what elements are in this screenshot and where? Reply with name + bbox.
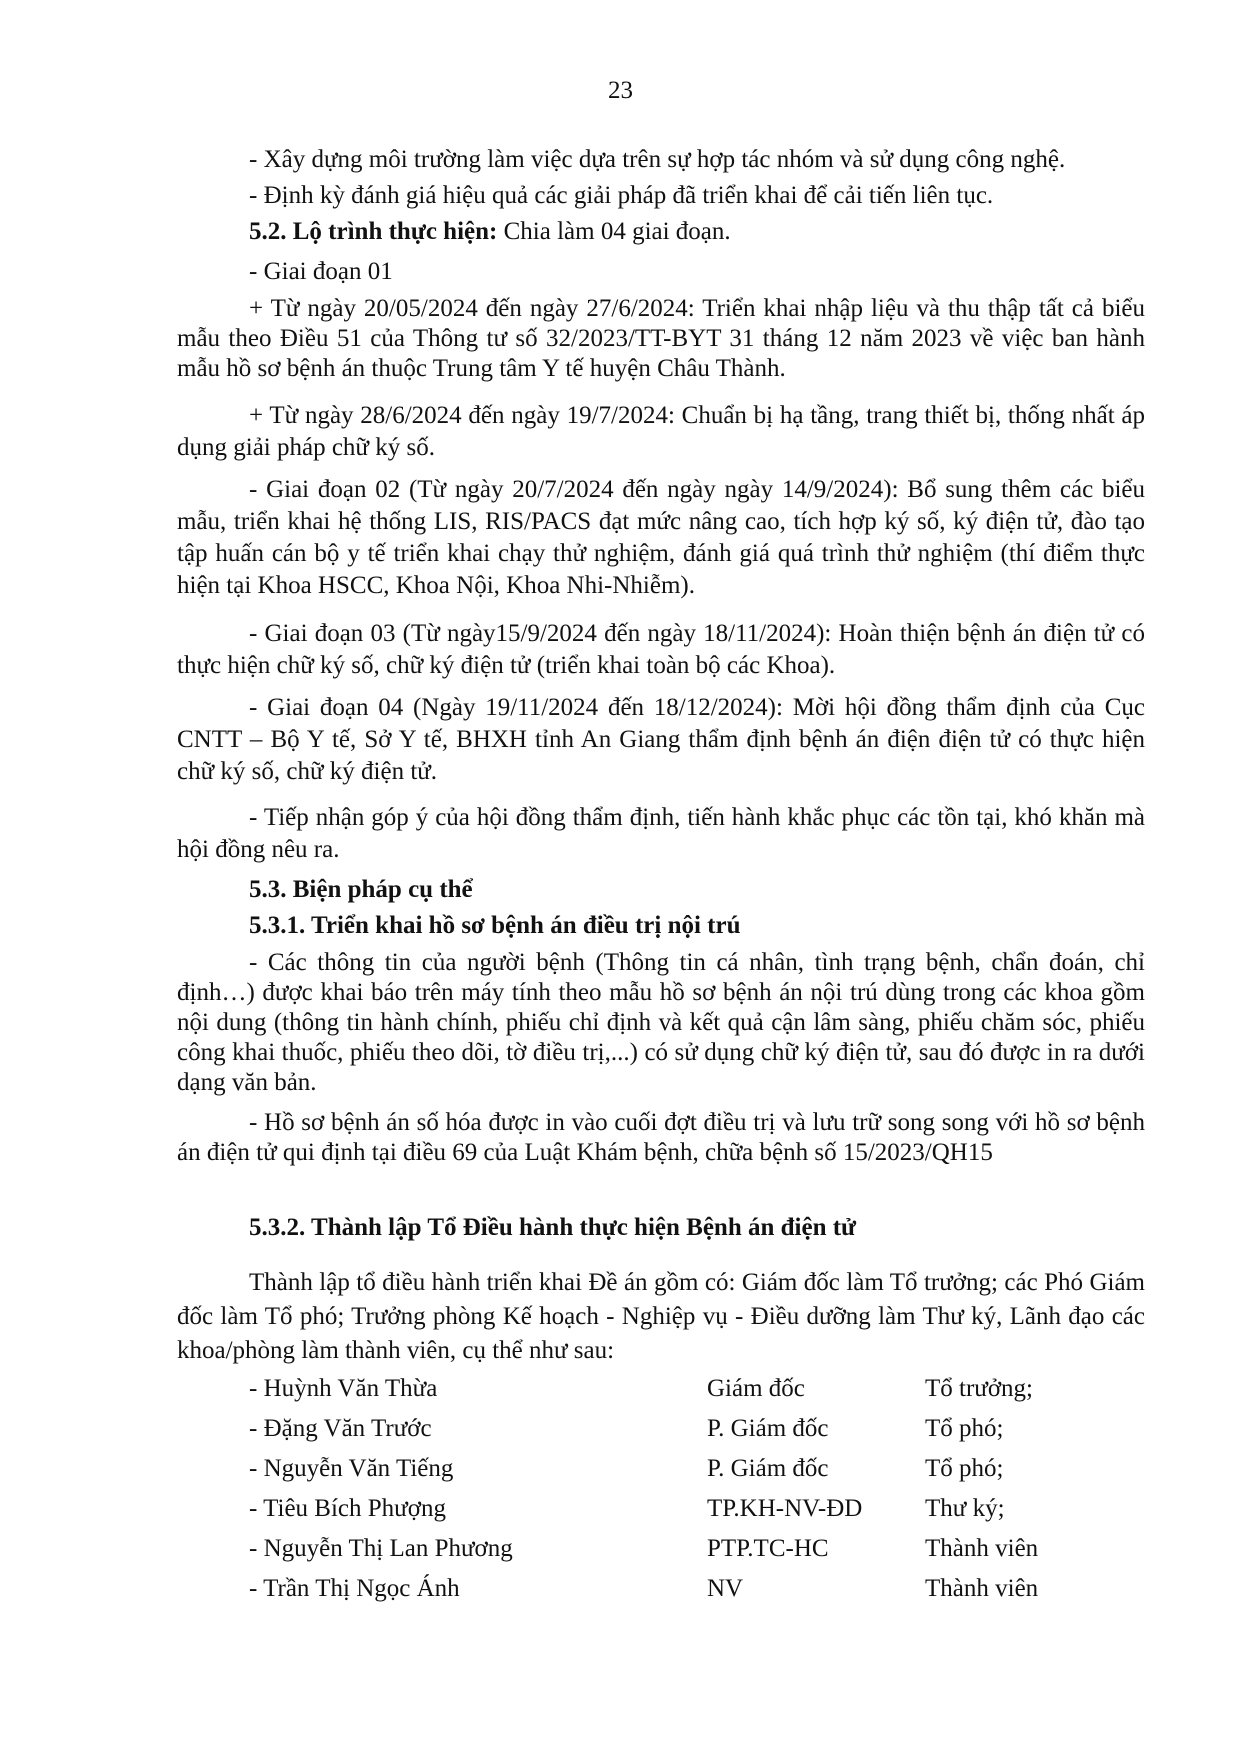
phase-01-heading: - Giai đoạn 01 <box>249 258 393 285</box>
member-role: Tổ trưởng; <box>925 1375 1034 1402</box>
section-heading-5-3: 5.3. Biện pháp cụ thể <box>249 876 473 903</box>
member-position: NV <box>707 1575 744 1602</box>
member-row <box>0 1452 1241 1486</box>
member-name: - Đặng Văn Trước <box>249 1415 432 1442</box>
page-number: 23 <box>608 77 633 104</box>
inpatient-records-paragraph: - Các thông tin của người bệnh (Thông tin cá nhân, tình trạng bệnh, chẩn đoán, chỉ định…) được khai báo trên máy tính theo mẫu hồ sơ bệnh án nội trú dùng trong các khoa gồm nội dung (thông tin hành chính, phiếu chỉ định và kết quả cận lâm sàng, phiếu chăm sóc, phiếu công khai thuốc, phiếu theo dõi, tờ điều trị,...) có sử dụng chữ ký điện tử, sau đó được in ra dưới dạng văn bản. <box>177 949 1145 1096</box>
member-row <box>0 1372 1241 1406</box>
member-role: Thư ký; <box>925 1495 1005 1522</box>
member-row <box>0 1412 1241 1446</box>
steering-committee-paragraph: Thành lập tổ điều hành triển khai Đề án gồm có: Giám đốc làm Tổ trưởng; các Phó Giám đốc làm Tổ phó; Trưởng phòng Kế hoạch - Nghiệp vụ - Điều dưỡng làm Thư ký, Lãnh đạo các khoa/phòng làm thành viên, cụ thể như sau: <box>177 1269 1145 1364</box>
member-role: Tổ phó; <box>925 1415 1004 1442</box>
member-row <box>0 1492 1241 1526</box>
member-row <box>0 1572 1241 1606</box>
member-position: PTP.TC-HC <box>707 1535 829 1562</box>
section-heading-5-3-2: 5.3.2. Thành lập Tổ Điều hành thực hiện Bệnh án điện tử <box>249 1214 857 1241</box>
member-name: - Nguyễn Văn Tiếng <box>249 1455 454 1482</box>
member-position: P. Giám đốc <box>707 1415 829 1442</box>
feedback-paragraph: - Tiếp nhận góp ý của hội đồng thẩm định, tiến hành khắc phục các tồn tại, khó khăn mà hội đồng nêu ra. <box>177 804 1145 863</box>
member-name: - Tiêu Bích Phượng <box>249 1495 446 1522</box>
member-position: Giám đốc <box>707 1375 805 1402</box>
member-row <box>0 1532 1241 1566</box>
paragraph-collaboration: - Xây dựng môi trường làm việc dựa trên sự hợp tác nhóm và sử dụng công nghệ. <box>249 146 1066 173</box>
member-name: - Trần Thị Ngọc Ánh <box>249 1575 460 1602</box>
member-position: P. Giám đốc <box>707 1455 829 1482</box>
section-heading-5-2: 5.2. Lộ trình thực hiện: <box>249 218 498 245</box>
member-position: TP.KH-NV-ĐD <box>707 1495 863 1522</box>
paragraph-roadmap <box>177 216 1145 248</box>
section-heading-5-3-1: 5.3.1. Triển khai hồ sơ bệnh án điều trị nội trú <box>249 912 741 939</box>
digitized-records-paragraph: - Hồ sơ bệnh án số hóa được in vào cuối đợt điều trị và lưu trữ song song với hồ sơ bệnh án điện tử qui định tại điều 69 của Luật Khám bệnh, chữa bệnh số 15/2023/QH15 <box>177 1109 1145 1166</box>
member-role: Tổ phó; <box>925 1455 1004 1482</box>
member-role: Thành viên <box>925 1575 1039 1602</box>
phase-01-step-2: + Từ ngày 28/6/2024 đến ngày 19/7/2024: Chuẩn bị hạ tầng, trang thiết bị, thống nhất áp dụng giải pháp chữ ký số. <box>177 402 1145 461</box>
phase-01-step-1: + Từ ngày 20/05/2024 đến ngày 27/6/2024: Triển khai nhập liệu và thu thập tất cả biểu mẫu theo Điều 51 của Thông tư số 32/2023/TT-BYT 31 tháng 12 năm 2023 về việc ban hành mẫu hồ sơ bệnh án thuộc Trung tâm Y tế huyện Châu Thành. <box>177 295 1145 382</box>
member-name: - Nguyễn Thị Lan Phương <box>249 1535 513 1562</box>
member-name: - Huỳnh Văn Thừa <box>249 1375 438 1402</box>
roadmap-summary: Chia làm 04 giai đoạn. <box>497 218 731 245</box>
phase-03-paragraph: - Giai đoạn 03 (Từ ngày15/9/2024 đến ngày 18/11/2024): Hoàn thiện bệnh án điện tử có thực hiện chữ ký số, chữ ký điện tử (triển khai toàn bộ các Khoa). <box>177 620 1145 679</box>
paragraph-evaluation: - Định kỳ đánh giá hiệu quả các giải pháp đã triển khai để cải tiến liên tục. <box>249 182 994 209</box>
phase-02-paragraph: - Giai đoạn 02 (Từ ngày 20/7/2024 đến ngày ngày 14/9/2024): Bổ sung thêm các biểu mẫu, triển khai hệ thống LIS, RIS/PACS đạt mức nâng cao, tích hợp ký số, ký điện tử, đào tạo tập huấn cán bộ y tế triển khai chạy thử nghiệm, đánh giá quá trình thử nghiệm (thí điểm thực hiện tại Khoa HSCC, Khoa Nội, Khoa Nhi-Nhiễm). <box>177 476 1145 599</box>
member-role: Thành viên <box>925 1535 1039 1562</box>
phase-04-paragraph: - Giai đoạn 04 (Ngày 19/11/2024 đến 18/12/2024): Mời hội đồng thẩm định của Cục CNTT – Bộ Y tế, Sở Y tế, BHXH tỉnh An Giang thẩm định bệnh án điện điện tử có thực hiện chữ ký số, chữ ký điện tử. <box>177 694 1145 785</box>
